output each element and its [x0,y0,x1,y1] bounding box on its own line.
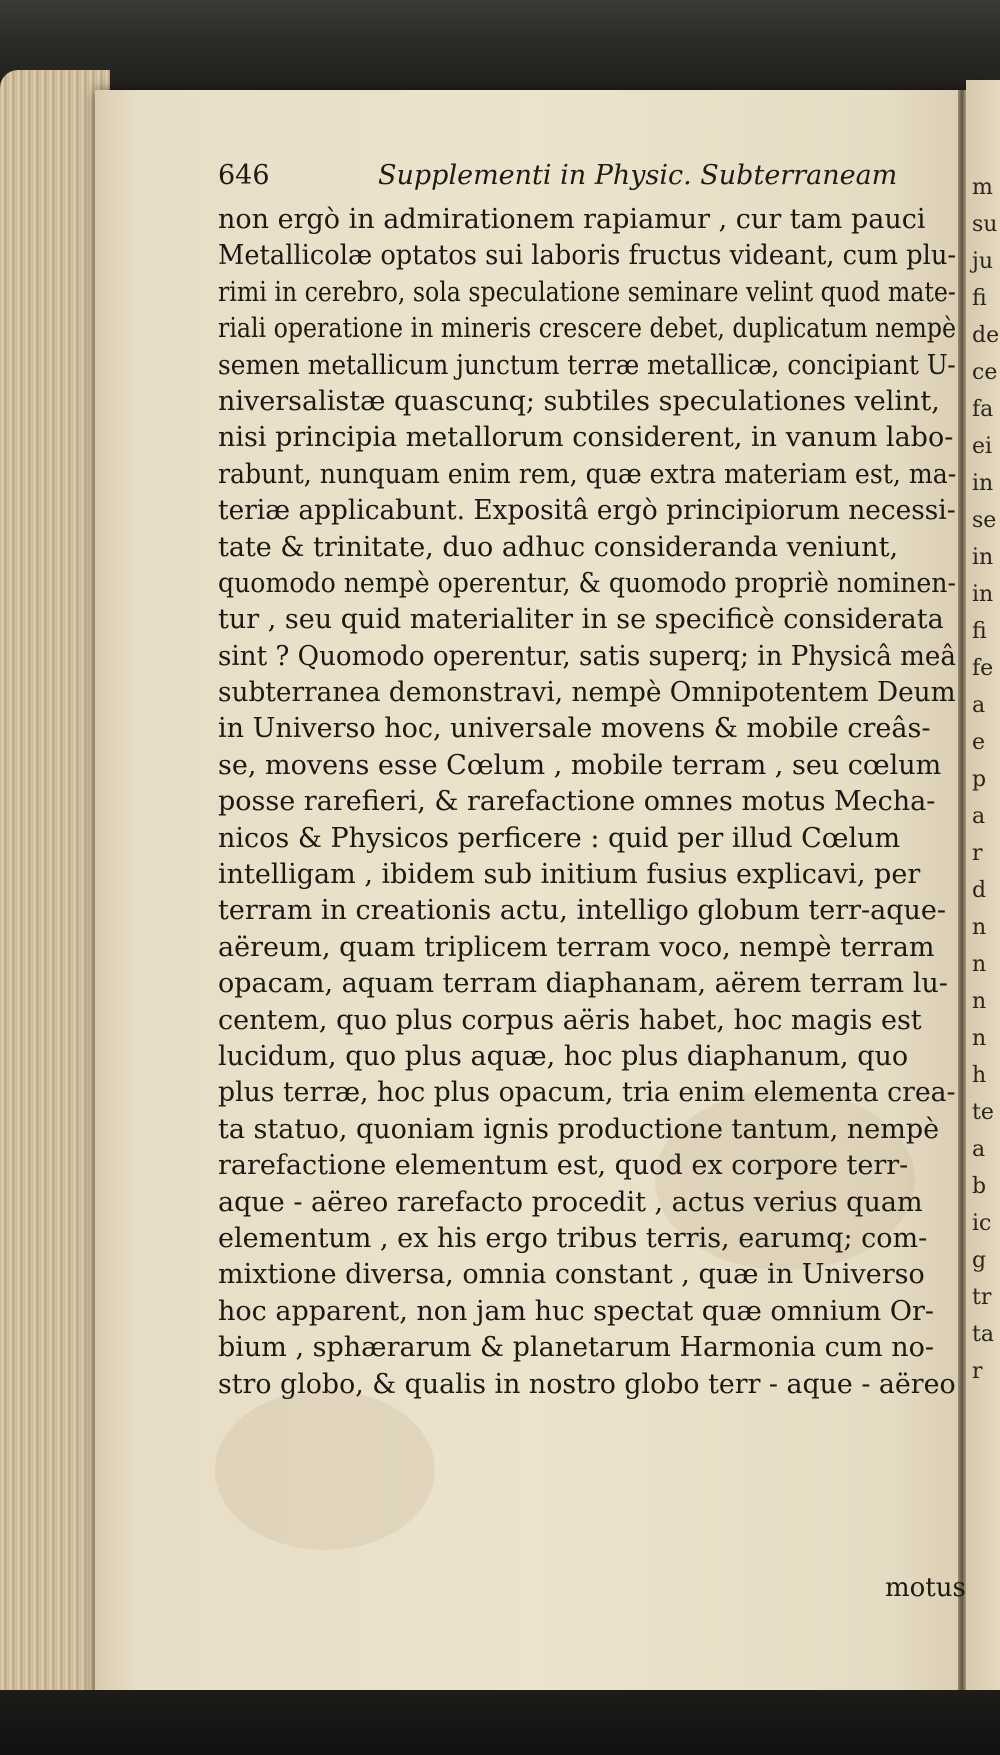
text-line: aëreum, quam triplicem terram voco, nempè terram [218,931,935,963]
facing-page-fragment: g [972,1248,987,1273]
facing-page-fragment: in [972,545,994,570]
text-line: hoc apparent, non jam huc spectat quæ omnium Or- [218,1295,935,1327]
facing-page-fragment: te [972,1100,994,1125]
facing-page-fragment: a [972,693,986,718]
facing-page-fragment: r [972,1359,983,1384]
page-edges-left [0,70,110,1710]
text-line: se, movens esse Cœlum , mobile terram , seu cœlum [218,749,942,781]
text-line: centem, quo plus corpus aëris habet, hoc magis est [218,1004,922,1036]
facing-page-fragment: h [972,1063,987,1088]
text-line: aque - aëreo rarefacto procedit , actus verius quam [218,1186,923,1218]
facing-page-fragment: ta [972,1322,994,1347]
facing-page-fragment: a [972,1137,986,1162]
running-head: Supplementi in Physic. Subterraneam [378,160,898,191]
facing-page-fragment: p [972,767,987,792]
text-line: stro globo, & qualis in nostro globo terr - aque - aëreo [218,1368,956,1400]
facing-page-fragment: b [972,1174,987,1199]
text-line: ta statuo, quoniam ignis productione tantum, nempè [218,1113,940,1145]
facing-page-fragment: ce [972,360,998,385]
catchword: motus [885,1573,966,1603]
facing-page-fragment: ei [972,434,993,459]
facing-page-fragment: n [972,915,987,940]
facing-page-fragment: a [972,804,986,829]
book-bottom-shadow [0,1690,1000,1755]
facing-page-fragment: fi [972,619,987,644]
facing-page-fragment: ic [972,1211,992,1236]
text-line: mixtione diversa, omnia constant , quæ in Universo [218,1259,925,1291]
text-line: tate & trinitate, duo adhuc consideranda veniunt, [218,531,899,563]
facing-page-fragment: in [972,582,994,607]
text-line: plus terræ, hoc plus opacum, tria enim elementa crea- [218,1077,956,1109]
facing-page-fragment: fi [972,286,987,311]
text-line: Metallicolæ optatos sui laboris fructus videant, cum plu- [218,240,957,272]
text-line: intelligam , ibidem sub initium fusius explicavi, per [218,859,921,891]
page-header [218,160,898,200]
facing-page-edge [966,80,1000,1700]
page-number: 646 [218,160,270,191]
book-top-shadow [0,0,1000,100]
text-line: niversalistæ quascunq; subtiles speculationes velint, [218,385,940,417]
text-line: rarefactione elementum est, quod ex corpore terr- [218,1150,909,1182]
facing-page-fragment: de [972,323,1000,348]
facing-page-fragment: in [972,471,994,496]
text-line: elementum , ex his ergo tribus terris, earumq; com- [218,1222,928,1254]
text-line: terram in creationis actu, intelligo globum terr-aque- [218,895,947,927]
facing-page-fragment: d [972,878,987,903]
text-line: in Universo hoc, universale movens & mobile creâs- [218,713,931,745]
facing-page-fragment: fe [972,656,994,681]
body-text [218,202,956,1622]
facing-page-fragment: tr [972,1285,992,1310]
text-line: riali operatione in mineris crescere debet, duplicatum nempè [218,313,956,345]
text-line: lucidum, quo plus aquæ, hoc plus diaphanum, quo [218,1040,909,1072]
facing-page-fragment: r [972,841,983,866]
text-line: bium , sphærarum & planetarum Harmonia cum no- [218,1332,935,1364]
text-line: subterranea demonstravi, nempè Omnipotentem Deum [218,677,956,709]
text-line: semen metallicum junctum terræ metallicæ, concipiant U- [218,349,956,381]
text-line: teriæ applicabunt. Expositâ ergò principiorum necessi- [218,495,956,527]
facing-page-fragment: fa [972,397,994,422]
text-line: nisi principia metallorum considerent, in vanum labo- [218,422,954,454]
facing-page-fragment: m [972,175,993,200]
text-line: rabunt, nunquam enim rem, quæ extra materiam est, ma- [218,458,957,490]
facing-page-fragment: su [972,212,998,237]
facing-page-fragment: ju [972,249,993,274]
facing-page-fragment: n [972,989,987,1014]
text-line: quomodo nempè operentur, & quomodo propriè nominen- [218,567,956,599]
facing-page-fragment: n [972,1026,987,1051]
text-line: opacam, aquam terram diaphanam, aërem terram lu- [218,968,948,1000]
text-line: nicos & Physicos perficere : quid per illud Cœlum [218,822,901,854]
text-line: tur , seu quid materialiter in se specificè considerata [218,604,944,636]
text-line: posse rarefieri, & rarefactione omnes motus Mecha- [218,786,936,818]
text-line: sint ? Quomodo operentur, satis superq; in Physicâ meâ [218,640,956,672]
book-gutter [958,90,966,1700]
facing-page-fragment: e [972,730,986,755]
facing-page-fragment: n [972,952,987,977]
text-line: non ergò in admirationem rapiamur , cur tam pauci [218,204,926,235]
text-line: rimi in cerebro, sola speculatione seminare velint quod mate- [218,276,956,308]
facing-page-fragment: se [972,508,997,533]
